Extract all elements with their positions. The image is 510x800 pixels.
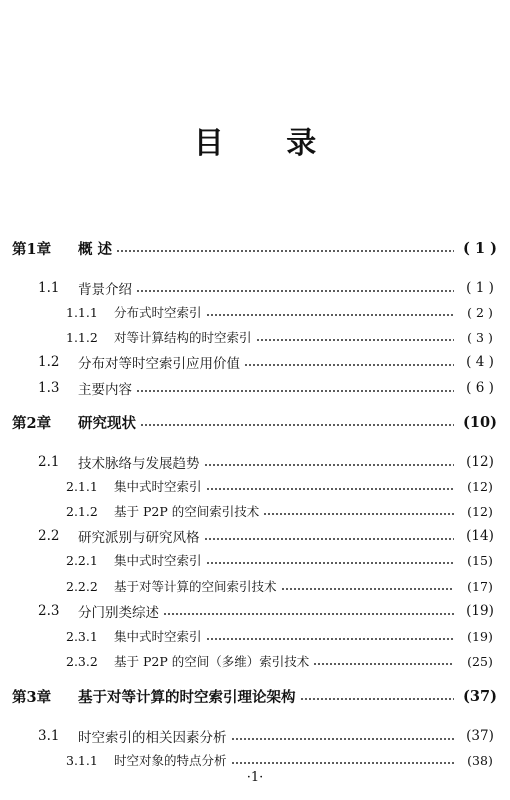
toc-entry-label: 研究现状 <box>78 414 136 432</box>
toc-leader-dots <box>231 762 454 764</box>
toc-leader-dots <box>231 738 455 740</box>
toc-entry-number: 3.1.1 <box>66 752 98 768</box>
toc-entry-label: 对等计算结构的时空索引 <box>114 330 252 345</box>
toc-leader-dots <box>281 588 454 590</box>
toc-entry-label: 基于对等计算的空间索引技术 <box>114 579 277 594</box>
toc-entry-subsection <box>0 624 510 648</box>
toc-entry-label: 分布对等时空索引应用价值 <box>78 356 240 372</box>
toc-entry-page: (19) <box>466 603 494 619</box>
toc-entry-page: ( 2 ) <box>467 304 493 320</box>
toc-entry-page: (15) <box>467 552 493 568</box>
toc-entry-page: (12) <box>467 478 493 494</box>
toc-leader-dots <box>206 638 454 640</box>
toc-entry-page: ( 6 ) <box>466 380 494 396</box>
toc-entry-number: 2.2.1 <box>66 552 98 568</box>
toc-leader-dots <box>263 513 454 515</box>
toc-entry-page: (37) <box>466 728 494 744</box>
page-number: ·1· <box>246 770 264 785</box>
toc-entry-section <box>0 524 510 548</box>
toc-entry-label: 分门别类综述 <box>78 605 159 621</box>
toc-entry-subsection <box>0 474 510 498</box>
toc-leader-dots <box>140 424 454 426</box>
toc-entry-number: 2.3 <box>38 603 60 619</box>
toc-entry-subsection <box>0 548 510 572</box>
toc-entry-chapter <box>0 236 510 260</box>
toc-entry-number: 2.2.2 <box>66 578 98 594</box>
toc-leader-dots <box>313 663 454 665</box>
toc-entry-subsection <box>0 499 510 523</box>
toc-entry-section <box>0 599 510 623</box>
toc-leader-dots <box>136 390 454 392</box>
toc-entry-label: 背景介绍 <box>78 282 132 298</box>
toc-leader-dots <box>116 250 454 252</box>
toc-entry-number: 2.2 <box>38 528 60 544</box>
toc-entry-label: 研究派别与研究风格 <box>78 530 200 546</box>
toc-entry-number: 第3章 <box>12 688 52 706</box>
toc-entry-label: 时空对象的特点分析 <box>114 753 227 768</box>
toc-entry-number: 1.1.2 <box>66 329 98 345</box>
toc-leader-dots <box>206 488 454 490</box>
toc-entry-label: 集中式时空索引 <box>114 479 202 494</box>
toc-entry-page: (37) <box>463 687 497 705</box>
toc-entry-number: 1.3 <box>38 380 60 396</box>
toc-leader-dots <box>206 562 454 564</box>
toc-entry-page: (12) <box>467 503 493 519</box>
toc-entry-label: 主要内容 <box>78 382 132 398</box>
toc-entry-subsection <box>0 574 510 598</box>
toc-entry-number: 2.3.2 <box>66 653 98 669</box>
toc-entry-section <box>0 450 510 474</box>
toc-entry-label: 基于对等计算的时空索引理论架构 <box>78 688 296 706</box>
toc-entry-page: (14) <box>466 528 494 544</box>
toc-entry-page: (10) <box>463 413 497 431</box>
toc-entry-section <box>0 350 510 374</box>
toc-entry-number: 1.1.1 <box>66 304 98 320</box>
toc-entry-section <box>0 276 510 300</box>
toc-entry-number: 2.1.1 <box>66 478 98 494</box>
toc-entry-page: ( 1 ) <box>466 280 494 296</box>
toc-entry-page: (17) <box>467 578 493 594</box>
toc-entry-number: 2.1.2 <box>66 503 98 519</box>
toc-entry-label: 分布式时空索引 <box>114 305 202 320</box>
toc-entry-subsection <box>0 649 510 673</box>
toc-leader-dots <box>204 464 455 466</box>
toc-leader-dots <box>206 314 454 316</box>
toc-entry-label: 概 述 <box>78 240 113 258</box>
toc-entry-label: 技术脉络与发展趋势 <box>78 456 200 472</box>
toc-entry-label: 基于 P2P 的空间（多维）索引技术 <box>114 654 310 669</box>
toc-entry-label: 时空索引的相关因素分析 <box>78 730 227 746</box>
toc-entry-number: 1.2 <box>38 354 60 370</box>
toc-entry-chapter <box>0 410 510 434</box>
toc-entry-number: 2.3.1 <box>66 628 98 644</box>
toc-entry-page: ( 4 ) <box>466 354 494 370</box>
toc-entry-page: (12) <box>466 454 494 470</box>
toc-leader-dots <box>136 290 454 292</box>
toc-leader-dots <box>256 339 454 341</box>
toc-entry-subsection <box>0 325 510 349</box>
toc-entry-page: (25) <box>467 653 493 669</box>
toc-entry-label: 集中式时空索引 <box>114 629 202 644</box>
toc-entry-section <box>0 376 510 400</box>
toc-entry-section <box>0 724 510 748</box>
page-title: 目 录 <box>193 126 343 161</box>
toc-leader-dots <box>163 613 454 615</box>
toc-entry-chapter <box>0 684 510 708</box>
toc-entry-label: 集中式时空索引 <box>114 553 202 568</box>
toc-entry-number: 3.1 <box>38 728 60 744</box>
toc-entry-page: (19) <box>467 628 493 644</box>
toc-leader-dots <box>204 538 455 540</box>
toc-entry-label: 基于 P2P 的空间索引技术 <box>114 504 260 519</box>
toc-entry-number: 第2章 <box>12 414 52 432</box>
toc-entry-number: 2.1 <box>38 454 60 470</box>
toc-entry-page: ( 3 ) <box>467 329 493 345</box>
toc-leader-dots <box>244 364 454 366</box>
toc-entry-subsection <box>0 748 510 772</box>
toc-entry-number: 第1章 <box>12 240 52 258</box>
toc-entry-number: 1.1 <box>38 280 60 296</box>
toc-entry-subsection <box>0 300 510 324</box>
toc-entry-page: (38) <box>467 752 493 768</box>
toc-entry-page: ( 1 ) <box>463 239 497 257</box>
toc-leader-dots <box>300 698 455 700</box>
